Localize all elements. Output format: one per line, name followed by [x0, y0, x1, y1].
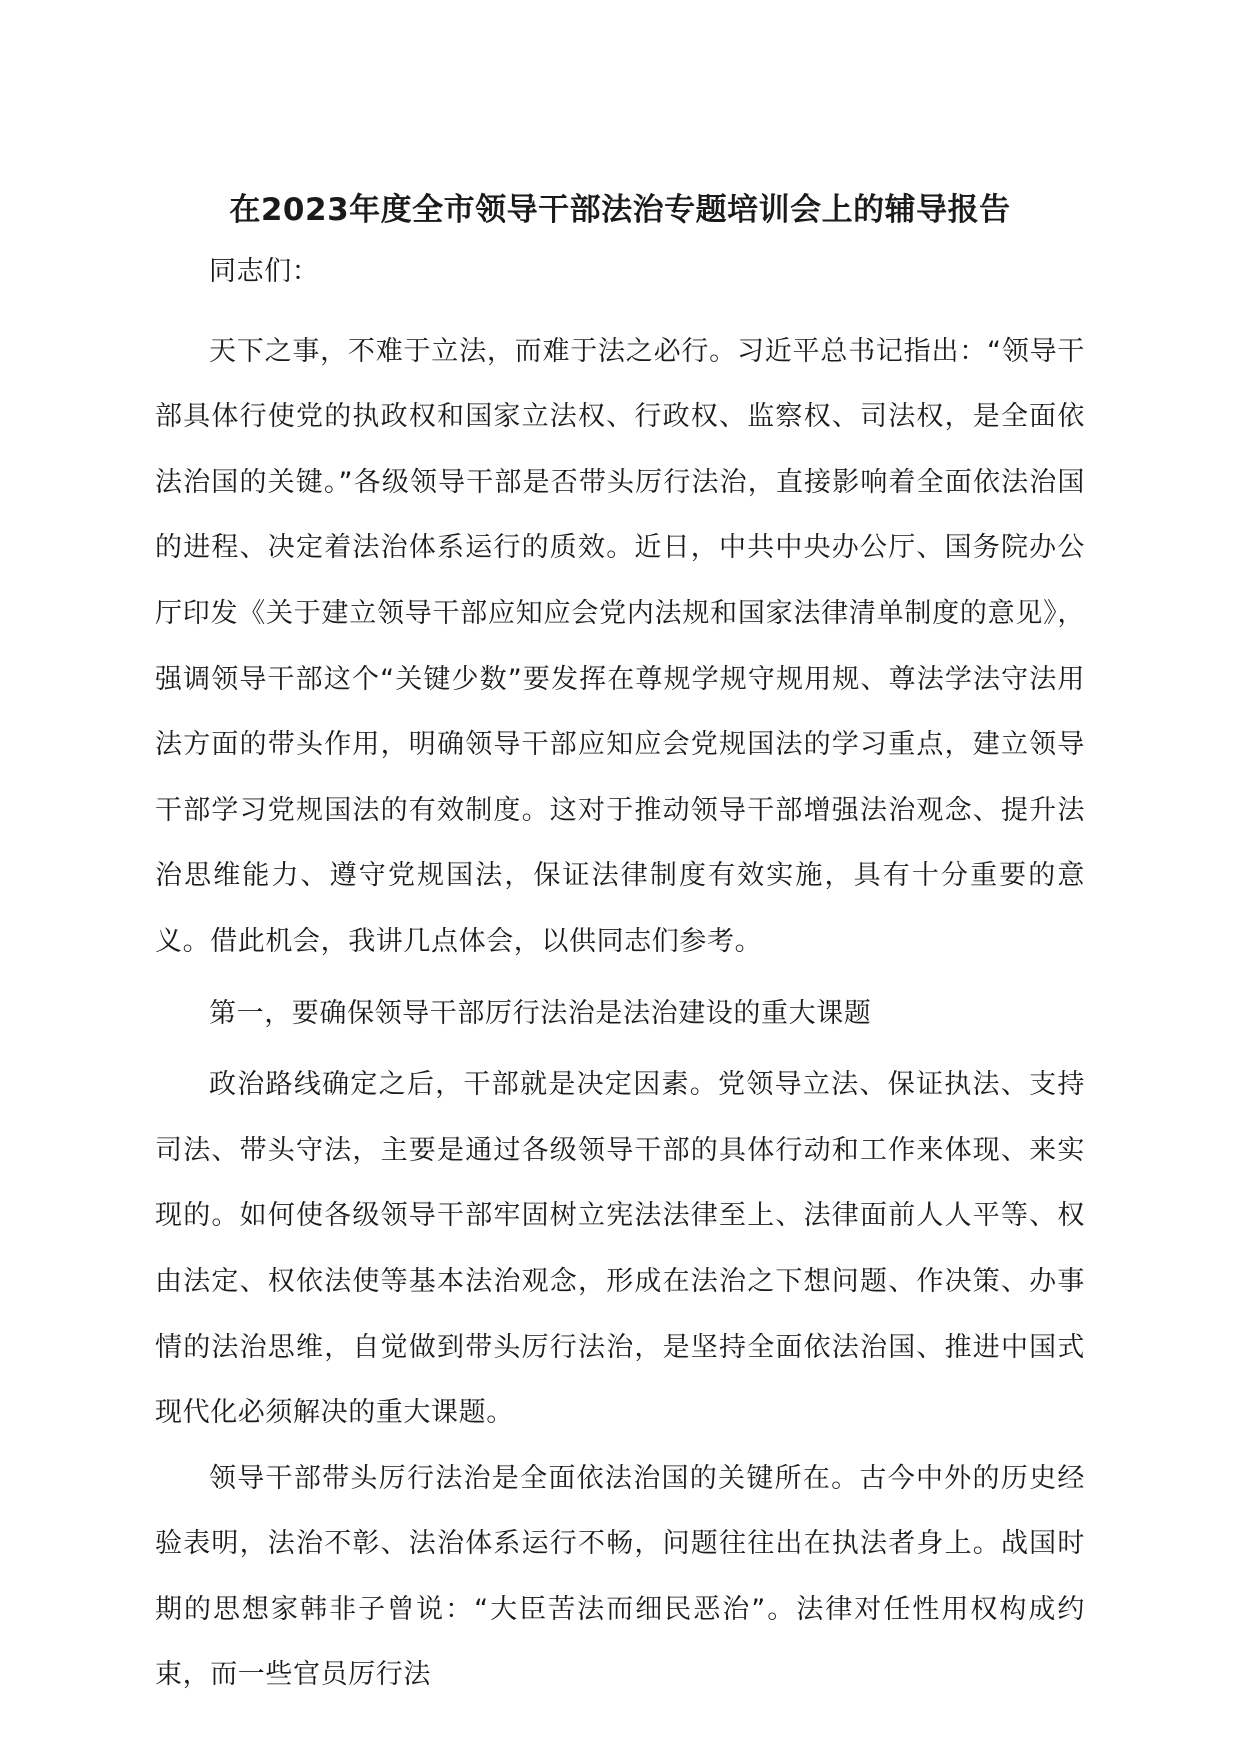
paragraph-intro: 天下之事，不难于立法，而难于法之必行。习近平总书记指出：“领导干部具体行使党的执政权和国家立法权、行政权、监察权、司法权，是全面依法治国的关键。”各级领导干部是否带头厉行法治，直接影响着全面依法治国的进程、决定着法治体系运行的质效。近日，中共中央办公厅、国务院办公厅印发《关于建立领导干部应知应会党内法规和国家法律清单制度的意见》，强调领导干部这个“关键少数”要发挥在尊规学规守规用规、尊法学法守法用法方面的带头作用，明确领导干部应知应会党规国法的学习重点，建立领导干部学习党规国法的有效制度。这对于推动领导干部增强法治观念、提升法治思维能力、遵守党规国法，保证法律制度有效实施，具有十分重要的意义。借此机会，我讲几点体会，以供同志们参考。 — [155, 335, 1085, 957]
document-body — [155, 239, 1085, 1708]
salutation: 同志们： — [209, 256, 320, 287]
section-heading-first: 第一，要确保领导干部厉行法治是法治建设的重大课题 — [209, 997, 872, 1029]
document-title: 在2023年度全市领导干部法治专题培训会上的辅导报告 — [229, 192, 1011, 228]
paragraph-political-line: 政治路线确定之后，干部就是决定因素。党领导立法、保证执法、支持司法、带头守法，主要是通过各级领导干部的具体行动和工作来体现、来实现的。如何使各级领导干部牢固树立宪法法律至上、法律面前人人平等、权由法定、权依法使等基本法治观念，形成在法治之下想问题、作决策、办事情的法治思维，自觉做到带头厉行法治，是坚持全面依法治国、推进中国式现代化必须解决的重大课题。 — [155, 1069, 1085, 1429]
paragraph-leaders-key: 领导干部带头厉行法治是全面依法治国的关键所在。古今中外的历史经验表明，法治不彰、法治体系运行不畅，问题往往出在执法者身上。战国时期的思想家韩非子曾说：“大臣苦法而细民恶治”。法律对任性用权构成约束，而一些官员厉行法 — [155, 1462, 1085, 1691]
